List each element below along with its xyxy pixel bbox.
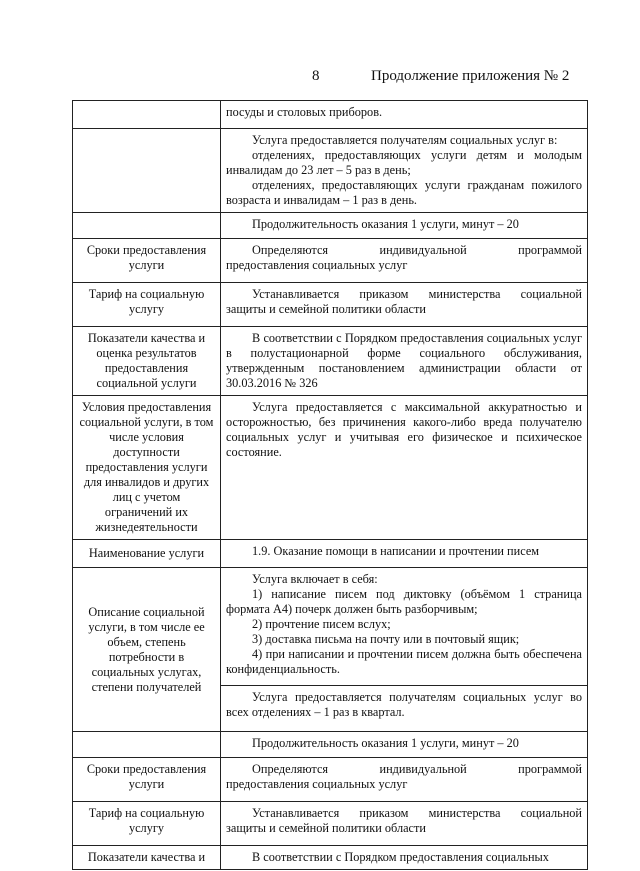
appendix-label: Продолжение приложения № 2 bbox=[371, 68, 570, 84]
duration-text: Продолжительность оказания 1 услуги, минут – 20 bbox=[252, 736, 519, 750]
row-content-cell bbox=[221, 101, 588, 129]
page-header bbox=[0, 68, 640, 88]
content-text: Услуга предоставляется получателям социальных услуг во всех отделениях – 1 раз в квартал. bbox=[226, 690, 582, 719]
row-content-cell bbox=[221, 327, 588, 396]
content-line: Устанавливается приказом министерства социальной bbox=[252, 287, 582, 301]
table-row bbox=[73, 846, 588, 870]
row-label-cell bbox=[73, 101, 221, 129]
content-text: защиты и семейной политики области bbox=[226, 302, 426, 316]
content-text: отделениях, предоставляющих услуги гражданам пожилого возраста и инвалидам – 1 раз в день. bbox=[226, 178, 582, 207]
content-text: В соответствии с Порядком предоставления социальных bbox=[252, 850, 549, 864]
table-row bbox=[73, 758, 588, 802]
content-text: В соответствии с Порядком предоставления социальных услуг в полустационарной форме социального обслуживания, утвержденным постановлением администрации области от 30.03.2016 № 326 bbox=[226, 331, 582, 390]
row-label-cell bbox=[73, 129, 221, 213]
table-row bbox=[73, 732, 588, 758]
list-item: 1) написание писем под диктовку (объёмом 1 страница формата А4) почерк должен быть разборчивым; bbox=[226, 587, 582, 616]
table-row bbox=[73, 283, 588, 327]
content-text: предоставления социальных услуг bbox=[226, 258, 408, 272]
table-row bbox=[73, 540, 588, 568]
content-text: Услуга включает в себя: bbox=[252, 572, 378, 586]
content-text: предоставления социальных услуг bbox=[226, 777, 408, 791]
row-content-cell bbox=[221, 686, 588, 732]
content-text: защиты и семейной политики области bbox=[226, 821, 426, 835]
row-label: Показатели качества и оценка результатов предоставления социальной услуги bbox=[73, 327, 221, 396]
content-line: Устанавливается приказом министерства социальной bbox=[252, 806, 582, 820]
content-text: посуды и столовых приборов. bbox=[226, 105, 383, 119]
row-label: Тариф на социальную услугу bbox=[73, 802, 221, 846]
row-content-cell bbox=[221, 213, 588, 239]
table-row bbox=[73, 327, 588, 396]
row-content-cell bbox=[221, 283, 588, 327]
content-line: Определяются индивидуальной программой bbox=[252, 762, 582, 776]
row-label: Тариф на социальную услугу bbox=[73, 283, 221, 327]
table-row bbox=[73, 101, 588, 129]
row-content-cell bbox=[221, 846, 588, 870]
row-content-cell bbox=[221, 568, 588, 686]
row-label-cell bbox=[73, 732, 221, 758]
row-content-cell bbox=[221, 239, 588, 283]
table-row bbox=[73, 802, 588, 846]
row-label: Условия предоставления социальной услуги, в том числе условия доступности предоставления услуги для инвалидов и других лиц с учетом ограничений их жизнедеятельности bbox=[73, 396, 221, 540]
page-number: 8 bbox=[312, 68, 320, 84]
row-label: Показатели качества и bbox=[73, 846, 221, 870]
table-row bbox=[73, 239, 588, 283]
table-row bbox=[73, 213, 588, 239]
content-line: Определяются индивидуальной программой bbox=[252, 243, 582, 257]
row-label: Наименование услуги bbox=[73, 540, 221, 568]
table-row bbox=[73, 396, 588, 540]
row-content-cell bbox=[221, 129, 588, 213]
row-content-cell bbox=[221, 758, 588, 802]
service-title: 1.9. Оказание помощи в написании и прочтении писем bbox=[252, 544, 540, 558]
row-content-cell bbox=[221, 802, 588, 846]
list-item: 2) прочтение писем вслух; bbox=[252, 617, 391, 631]
services-table bbox=[72, 100, 588, 870]
row-label: Сроки предоставления услуги bbox=[73, 758, 221, 802]
row-label-cell bbox=[73, 213, 221, 239]
content-text: отделениях, предоставляющих услуги детям и молодым инвалидам до 23 лет – 5 раз в день; bbox=[226, 148, 582, 177]
duration-text: Продолжительность оказания 1 услуги, минут – 20 bbox=[252, 217, 519, 231]
table-row bbox=[73, 568, 588, 686]
content-text: Услуга предоставляется с максимальной аккуратностью и осторожностью, без причинения какого-либо вреда получателю социальных услуг и учитывая его физическое и психическое состояние. bbox=[226, 400, 582, 459]
content-text: Услуга предоставляется получателям социальных услуг в: bbox=[252, 133, 558, 147]
list-item: 4) при написании и прочтении писем должна быть обеспечена конфиденциальность. bbox=[226, 647, 582, 676]
list-item: 3) доставка письма на почту или в почтовый ящик; bbox=[252, 632, 520, 646]
row-content-cell bbox=[221, 396, 588, 540]
row-content-cell bbox=[221, 540, 588, 568]
table-row bbox=[73, 129, 588, 213]
row-label: Сроки предоставления услуги bbox=[73, 239, 221, 283]
row-content-cell bbox=[221, 732, 588, 758]
row-label: Описание социальной услуги, в том числе ее объем, степень потребности в социальных услугах, степени получателей bbox=[73, 568, 221, 732]
